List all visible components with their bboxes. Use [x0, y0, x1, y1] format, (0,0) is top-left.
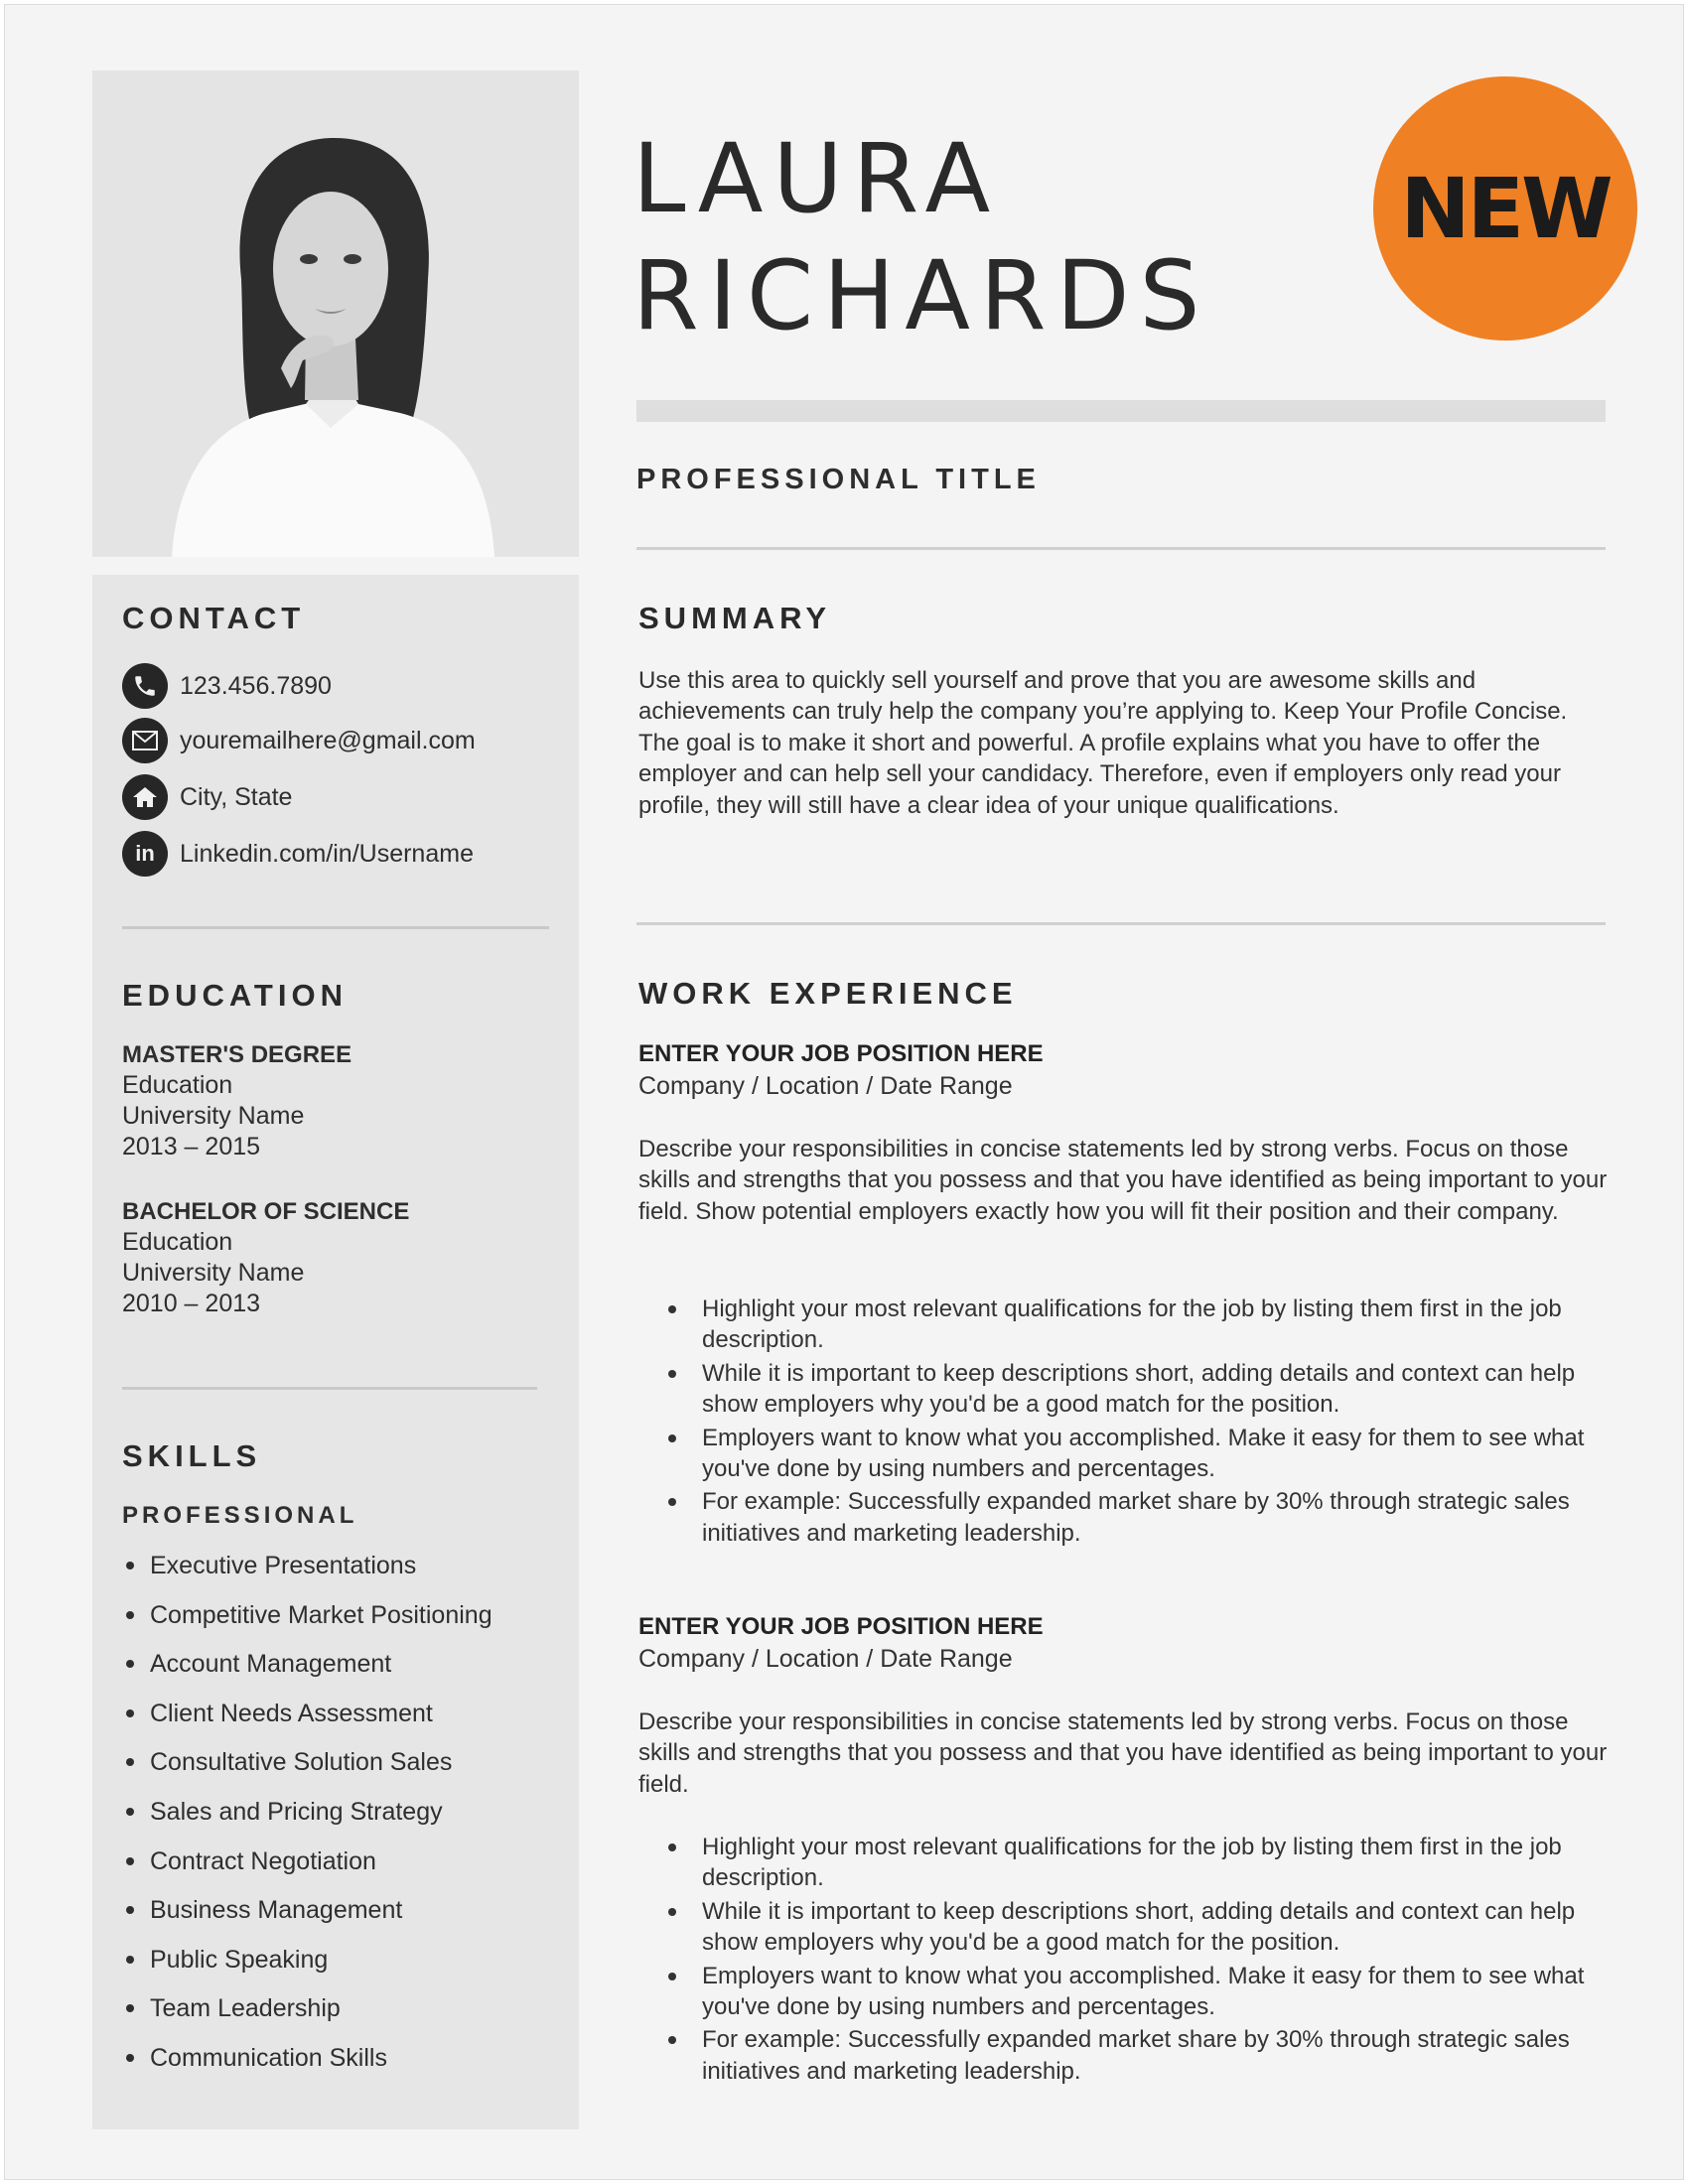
sidebar — [92, 575, 579, 2129]
contact-linkedin-row — [122, 830, 474, 878]
degree-title: MASTER'S DEGREE — [122, 1041, 352, 1068]
divider — [122, 1387, 537, 1390]
list-item: Sales and Pricing Strategy — [122, 1792, 492, 1842]
job-meta: Company / Location / Date Range — [638, 1072, 1013, 1100]
list-item: For example: Successfully expanded market share by 30% through strategic sales initiatives and marketing leadership. — [660, 2024, 1623, 2087]
job-bullets — [660, 1832, 1623, 2089]
list-item: Competitive Market Positioning — [122, 1595, 492, 1645]
list-item: Employers want to know what you accomplished. Make it easy for them to see what you've done by using numbers and percentages. — [660, 1961, 1623, 2023]
job-position: ENTER YOUR JOB POSITION HERE — [638, 1040, 1044, 1067]
skills-list — [122, 1546, 492, 2088]
skills-subheading: PROFESSIONAL — [122, 1502, 358, 1529]
degree-years: 2013 – 2015 — [122, 1133, 261, 1160]
phone-text: 123.456.7890 — [180, 671, 332, 700]
envelope-icon — [122, 718, 168, 763]
location-text: City, State — [180, 782, 293, 811]
job-description: Describe your responsibilities in concise statements led by strong verbs. Focus on those skills and strengths that you possess and that you have identified as being important to your field. — [638, 1708, 1608, 1798]
list-item: Account Management — [122, 1644, 492, 1694]
first-name: LAURA — [633, 123, 1001, 234]
degree-years: 2010 – 2013 — [122, 1290, 261, 1317]
divider — [636, 547, 1606, 550]
linkedin-icon: in — [122, 831, 168, 877]
linkedin-link[interactable]: Linkedin.com/in/Username — [180, 839, 474, 868]
summary-heading: SUMMARY — [638, 601, 832, 635]
job-description: Describe your responsibilities in concise statements led by strong verbs. Focus on those skills and strengths that you possess and that you have identified as being important to your field. Show potential employers exactly how you will fit their position and their company. — [638, 1136, 1608, 1225]
degree-field: Education — [122, 1071, 233, 1099]
job-position: ENTER YOUR JOB POSITION HERE — [638, 1613, 1044, 1640]
education-heading: EDUCATION — [122, 978, 348, 1013]
list-item: For example: Successfully expanded market share by 30% through strategic sales initiatives and marketing leadership. — [660, 1486, 1623, 1549]
contact-email-row — [122, 717, 476, 764]
badge-label: NEW — [1400, 160, 1611, 257]
list-item: Communication Skills — [122, 2038, 492, 2088]
contact-location-row — [122, 773, 292, 821]
education-item-2 — [122, 1196, 409, 1319]
professional-title: PROFESSIONAL TITLE — [636, 464, 1041, 495]
degree-field: Education — [122, 1228, 233, 1256]
title-bar — [636, 400, 1606, 422]
job-bullets — [660, 1294, 1623, 1551]
divider — [636, 922, 1606, 925]
list-item: Highlight your most relevant qualifications for the job by listing them first in the job description. — [660, 1294, 1623, 1356]
email-link[interactable]: youremailhere@gmail.com — [180, 726, 476, 754]
list-item: Employers want to know what you accomplished. Make it easy for them to see what you've done by using numbers and percentages. — [660, 1423, 1623, 1485]
contact-heading: CONTACT — [122, 601, 306, 635]
work-experience-heading: WORK EXPERIENCE — [638, 976, 1018, 1011]
divider — [122, 926, 549, 929]
list-item: Business Management — [122, 1890, 492, 1940]
resume-page — [4, 4, 1684, 2180]
list-item: Executive Presentations — [122, 1546, 492, 1595]
list-item: Client Needs Assessment — [122, 1694, 492, 1743]
profile-photo — [92, 70, 579, 557]
candidate-name — [633, 120, 1209, 354]
school-name: University Name — [122, 1259, 305, 1287]
list-item: Highlight your most relevant qualifications for the job by listing them first in the job description. — [660, 1832, 1623, 1894]
new-badge — [1373, 76, 1637, 341]
list-item: Contract Negotiation — [122, 1842, 492, 1891]
degree-title: BACHELOR OF SCIENCE — [122, 1198, 410, 1225]
job-meta: Company / Location / Date Range — [638, 1645, 1013, 1673]
phone-icon — [122, 663, 168, 709]
list-item: Public Speaking — [122, 1940, 492, 1989]
list-item: While it is important to keep descriptions short, adding details and context can help show employers why you'd be a good match for the position. — [660, 1358, 1623, 1421]
portrait-illustration — [92, 70, 579, 557]
last-name: RICHARDS — [633, 240, 1210, 351]
summary-text: Use this area to quickly sell yourself and prove that you are awesome skills and achievements can truly help the company you’re applying to. Keep Your Profile Concise. The goal is to make it short and powerful. A profile explains what you have to offer the employer and can help sell your candidacy. Therefore, even if employers only read your profile, they will still have a clear idea of your unique qualifications. — [638, 667, 1568, 819]
list-item: Consultative Solution Sales — [122, 1742, 492, 1792]
list-item: Team Leadership — [122, 1988, 492, 2038]
contact-phone-row — [122, 662, 332, 710]
school-name: University Name — [122, 1102, 305, 1130]
skills-heading: SKILLS — [122, 1438, 262, 1473]
education-item-1 — [122, 1039, 352, 1162]
list-item: While it is important to keep descriptions short, adding details and context can help show employers why you'd be a good match for the position. — [660, 1896, 1623, 1959]
home-icon — [122, 774, 168, 820]
